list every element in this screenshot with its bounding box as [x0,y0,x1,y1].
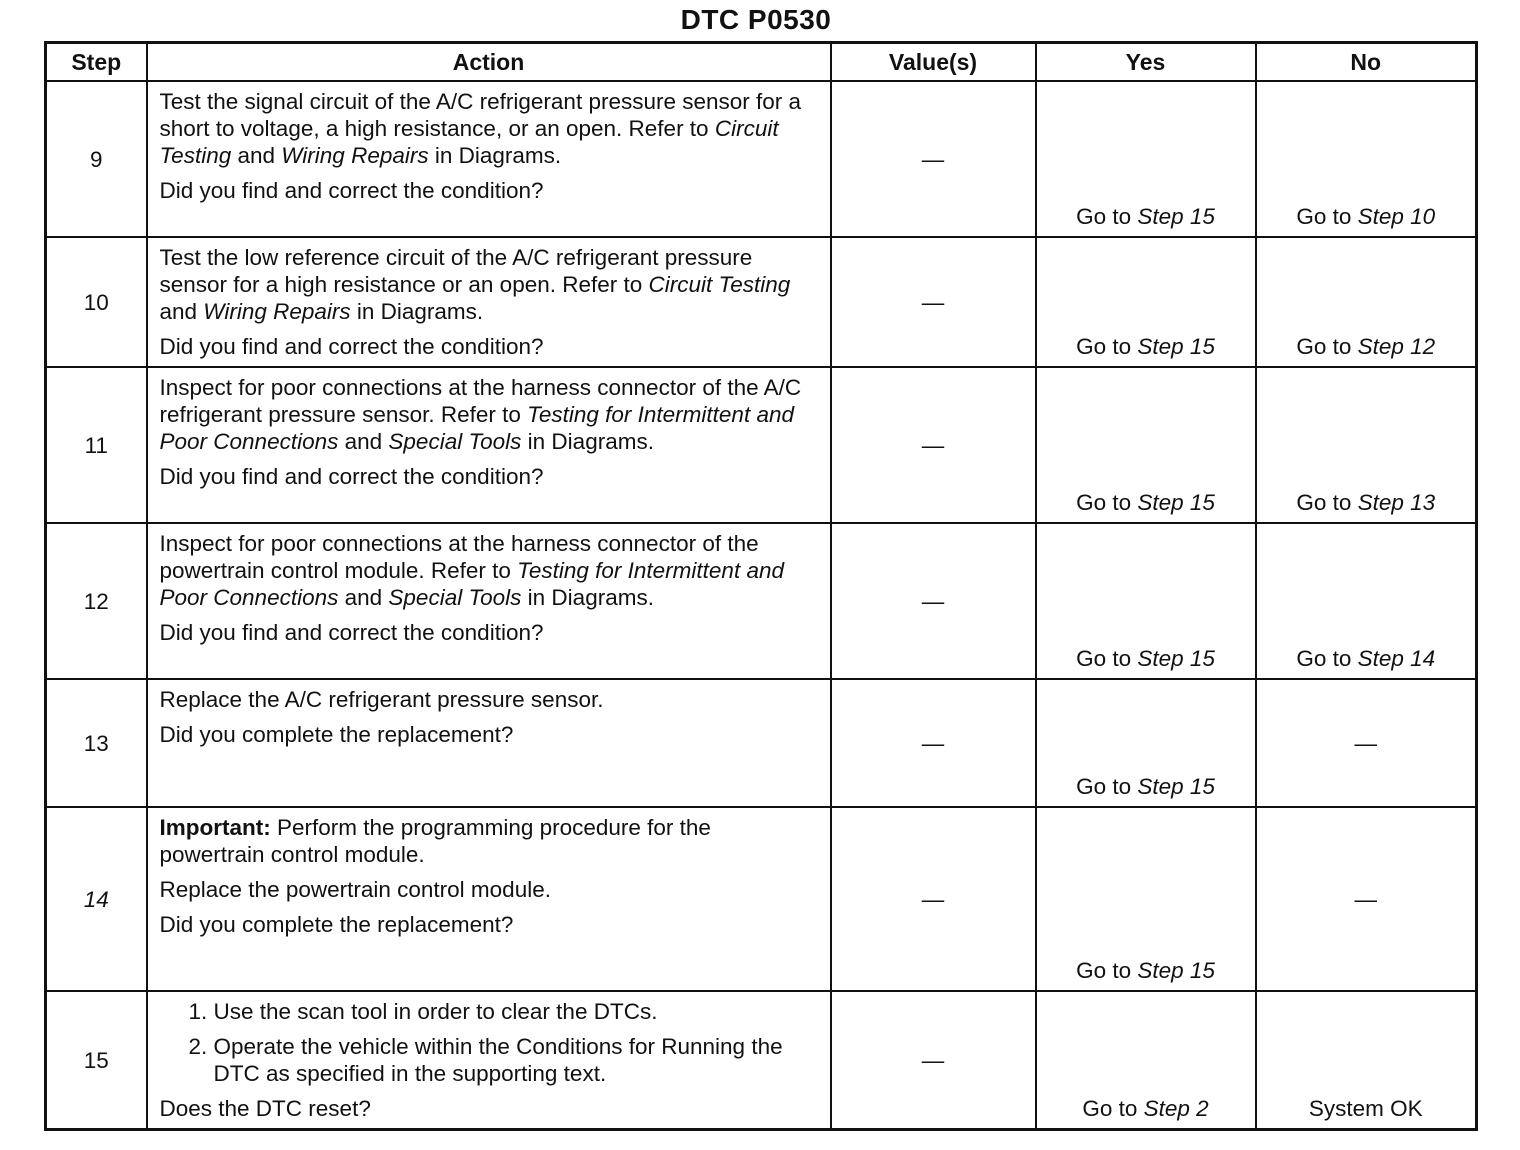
step-link: Step 15 [1137,334,1215,359]
value-cell: — [831,679,1036,807]
no-cell: Go to Step 14 [1256,523,1477,679]
action-cell [147,81,831,237]
value-cell: — [831,237,1036,367]
value-cell: — [831,523,1036,679]
action-text: Test the low reference circuit of the A/C refrigerant pressure sensor for a high resistance or an open. Refer to Circuit Testing and Wiring Repairs in Diagrams. [159,245,791,324]
list-item: 1. Use the scan tool in order to clear the DTCs. [214,998,820,1025]
step-link: Step 2 [1143,1096,1209,1121]
action-text: Replace the A/C refrigerant pressure sensor. [159,687,604,712]
yes-cell: Go to Step 15 [1036,679,1256,807]
reference-link: Circuit Testing [159,116,779,168]
important-note: Important: Perform the programming procedure for the powertrain control module. [159,815,711,867]
step-number: 14 [46,807,147,991]
reference-link: Wiring Repairs [281,143,429,168]
step-link: Step 15 [1137,490,1215,515]
reference-link: Special Tools [388,585,522,610]
action-text: Replace the powertrain control module. [159,877,551,902]
step-number: 10 [46,237,147,367]
action-cell [147,807,831,991]
step-number: 11 [46,367,147,523]
column-header-values: Value(s) [831,43,1036,82]
table-header-row [46,43,1477,82]
action-text: Inspect for poor connections at the harness connector of the powertrain control module. Refer to Testing for Intermittent and Poor Connections and Special Tools in Diagrams. [159,531,784,610]
action-cell [147,367,831,523]
value-cell: — [831,991,1036,1130]
yes-cell: Go to Step 15 [1036,807,1256,991]
step-link: Step 15 [1137,774,1215,799]
no-cell: — [1256,679,1477,807]
action-cell [147,991,831,1130]
value-cell: — [831,807,1036,991]
no-cell: Go to Step 12 [1256,237,1477,367]
step-link: Step 13 [1357,490,1436,515]
table-row [46,81,1477,237]
step-link: Step 15 [1137,204,1215,229]
column-header-yes: Yes [1036,43,1256,82]
yes-cell: Go to Step 2 [1036,991,1256,1130]
yes-cell: Go to Step 15 [1036,237,1256,367]
table-row [46,523,1477,679]
no-cell: — [1256,807,1477,991]
value-cell: — [831,367,1036,523]
action-question: Did you find and correct the condition? [159,464,544,489]
step-link: Step 14 [1357,646,1436,671]
reference-link: Testing for Intermittent and Poor Connections [159,402,794,454]
step-link: Step 12 [1357,334,1436,359]
step-link: Step 10 [1357,204,1436,229]
action-question: Did you find and correct the condition? [159,178,544,203]
yes-cell: Go to Step 15 [1036,523,1256,679]
table-row [46,679,1477,807]
step-number: 9 [46,81,147,237]
step-number: 12 [46,523,147,679]
reference-link: Wiring Repairs [203,299,351,324]
step-link: Step 15 [1137,646,1215,671]
table-row [46,237,1477,367]
action-text: Inspect for poor connections at the harness connector of the A/C refrigerant pressure sensor. Refer to Testing for Intermittent and Poor Connections and Special Tools in Diagrams. [159,375,802,454]
no-cell: System OK [1256,991,1477,1130]
reference-link: Testing for Intermittent and Poor Connections [159,558,784,610]
action-question: Did you complete the replacement? [159,722,514,747]
action-question: Does the DTC reset? [159,1096,371,1121]
action-question: Did you find and correct the condition? [159,334,544,359]
action-question: Did you find and correct the condition? [159,620,544,645]
column-header-step: Step [46,43,147,82]
procedure-list [160,998,820,1087]
list-item: 2. Operate the vehicle within the Conditions for Running the DTC as specified in the supporting text. [214,1033,820,1087]
action-cell [147,679,831,807]
dtc-table [44,41,1478,1131]
table-row [46,991,1477,1130]
yes-cell: Go to Step 15 [1036,81,1256,237]
action-text: Test the signal circuit of the A/C refrigerant pressure sensor for a short to voltage, a high resistance, or an open. Refer to Circuit Testing and Wiring Repairs in Diagrams. [159,89,802,168]
action-cell [147,237,831,367]
no-cell: Go to Step 10 [1256,81,1477,237]
reference-link: Circuit Testing [648,272,791,297]
reference-link: Special Tools [388,429,522,454]
important-label: Important: [159,815,271,840]
no-cell: Go to Step 13 [1256,367,1477,523]
action-question: Did you complete the replacement? [159,912,514,937]
value-cell: — [831,81,1036,237]
action-cell [147,523,831,679]
step-link: Step 15 [1137,958,1215,983]
page-title: DTC P0530 [680,4,832,35]
column-header-action: Action [147,43,831,82]
column-header-no: No [1256,43,1477,82]
step-number: 15 [46,991,147,1130]
table-row [46,367,1477,523]
yes-cell: Go to Step 15 [1036,367,1256,523]
table-row [46,807,1477,991]
step-number: 13 [46,679,147,807]
